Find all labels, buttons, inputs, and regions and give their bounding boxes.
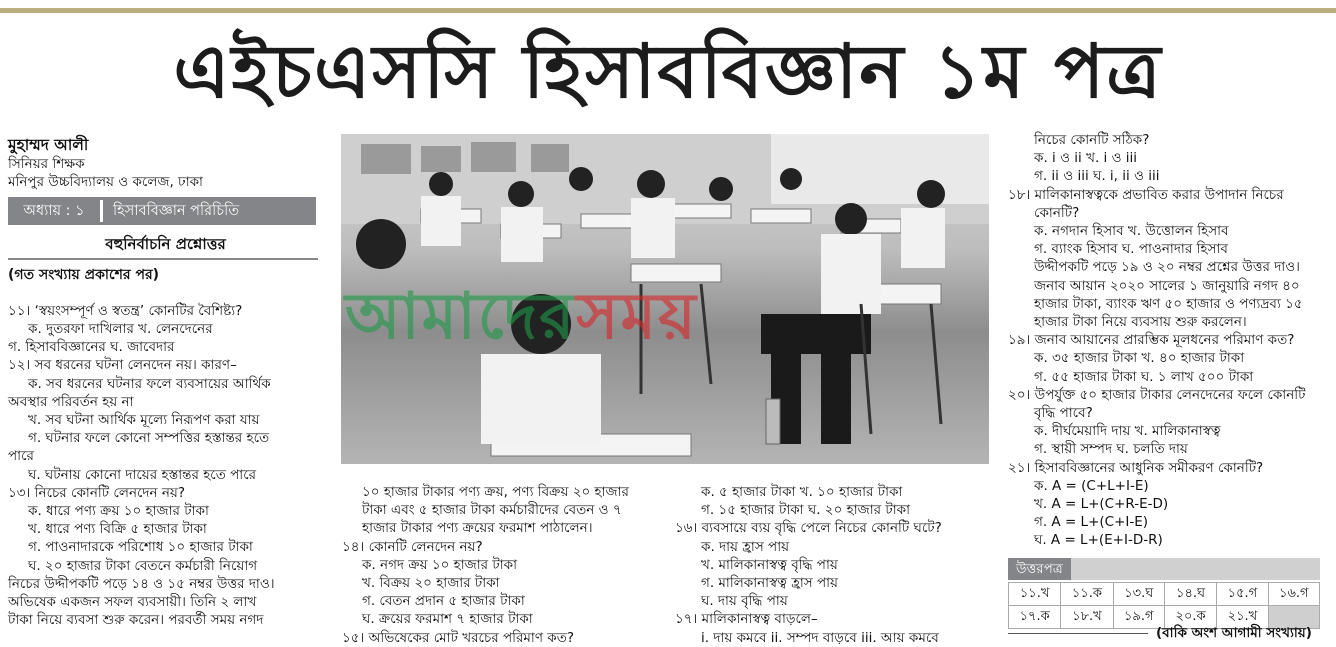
text-line: হাজার টাকা নিয়ে ব্যবসায় শুরু করলেন।: [1034, 314, 1247, 331]
text-line: পারে: [8, 448, 34, 465]
text-line: ক. দায় হ্রাস পায়: [701, 538, 790, 555]
text-line: খ. ধারে পণ্য বিক্রি ৫ হাজার টাকা: [28, 521, 207, 538]
chapter-number: অধ্যায় : ১: [23, 203, 85, 220]
text-line: ক. সব ধরনের ঘটনার ফলে ব্যবসায়ের আর্থিক: [28, 375, 271, 392]
text-line: নিচের উদ্দীপকটি পড়ে ১৪ ও ১৫ নম্বর উত্তর দাও।: [8, 575, 275, 592]
chapter-name: হিসাববিজ্ঞান পরিচিতি: [113, 203, 240, 220]
text-line: গ. A = L+(C+I-E): [1034, 514, 1149, 531]
text-line: ১৩। নিচের কোনটি লেনদেন নয়?: [8, 484, 186, 501]
text-line: ক. ৫ হাজার টাকা খ. ১০ হাজার টাকা: [701, 484, 903, 500]
watermark-part-1: আমাদের: [345, 280, 577, 354]
column-4: [1008, 131, 1323, 629]
text-line: খ. বিক্রয় ২০ হাজার টাকা: [362, 575, 500, 592]
text-line: অভিষেক একজন সফল ব্যবসায়ী। তিনি ২ লাখ: [8, 594, 257, 611]
text-line: ১৪। কোনটি লেনদেন নয়?: [342, 538, 483, 555]
section-title: বহুনির্বাচনি প্রশ্নোত্তর: [105, 235, 226, 254]
text-line: গ. মালিকানাস্বত্ব হ্রাস পায়: [701, 575, 839, 592]
text-line: টাকা নিয়ে ব্যবসা শুরু করেন। পরবর্তী সময় নগদ: [8, 612, 264, 629]
answer-cell: ১৫.গ: [1217, 582, 1268, 605]
continued-text: (বাকি অংশ আগামী সংখ্যায়): [1156, 625, 1312, 641]
text-line: গ. ব্যাংক হিসাব ঘ. পাওনাদার হিসাব: [1034, 241, 1228, 258]
text-line: অবস্থার পরিবর্তন হয় না: [8, 393, 134, 410]
answer-cell: ১৪.ঘ: [1164, 582, 1216, 605]
text-line: ১৯। জনাব আয়ানের প্রারম্ভিক মূলধনের পরিমাণ কত?: [1008, 332, 1295, 349]
page-title: এইচএসসি হিসাববিজ্ঞান ১ম পত্র: [173, 29, 1163, 115]
answer-cell: ১৭.ক: [1009, 605, 1061, 628]
watermark-part-2: সময়: [576, 280, 698, 354]
text-line: ক. নগদ ক্রয় ১০ হাজার টাকা: [362, 556, 518, 573]
text-line: গ. ii ও iii ঘ. i, ii ও iii: [1034, 168, 1160, 185]
text-line: কোনটি?: [1034, 204, 1080, 221]
answer-cell: ১৮.খ: [1061, 605, 1113, 628]
text-line: ১০ হাজার টাকার পণ্য ক্রয়, পণ্য বিক্রয় ২০ হাজার: [362, 484, 629, 500]
previous-note: (গত সংখ্যায় প্রকাশের পর): [8, 266, 160, 283]
answer-key-title: উত্তরপত্র: [1008, 558, 1071, 580]
text-line: গ. ৫৫ হাজার টাকা ঘ. ১ লাখ ৫০০ টাকা: [1034, 368, 1254, 385]
text-line: ঘ. A = L+(E+I-D-R): [1034, 532, 1163, 549]
text-line: ১৭। মালিকানাস্বত্ব বাড়লে–: [675, 611, 818, 628]
text-line: ঘ. ঘটনায় কোনো দায়ের হস্তান্তর হতে পারে: [28, 466, 257, 483]
author-institution: মনিপুর উচ্চবিদ্যালয় ও কলেজ, ঢাকা: [8, 174, 203, 191]
section-rule: [8, 258, 318, 260]
continued-note: [1008, 622, 1312, 645]
text-line: ঘ. ২০ হাজার টাকা বেতনে কর্মচারী নিয়োগ: [28, 557, 258, 574]
chapter-banner: [8, 197, 316, 225]
text-line: গ. বেতন প্রদান ৫ হাজার টাকা: [362, 593, 525, 610]
text-line: খ. সব ঘটনা আর্থিক মূল্যে নিরূপণ করা যায়: [28, 412, 260, 429]
text-line: ২১। হিসাববিজ্ঞানের আধুনিক সমীকরণ কোনটি?: [1008, 459, 1264, 476]
column-3: [675, 483, 995, 647]
text-line: গ. পাওনাদারকে পরিশোধ ১০ হাজার টাকা: [28, 539, 253, 556]
text-line: ২০। উপর্যুক্ত ৫০ হাজার টাকার লেনদেনের ফলে কোনটি: [1008, 386, 1306, 403]
column-2: [342, 483, 662, 647]
text-line: ১২। সব ধরনের ঘটনা লেনদেন নয়। কারণ–: [8, 357, 237, 374]
text-line: ঘ. ক্রয়ের ফরমাশ ৭ হাজার টাকা: [362, 611, 533, 628]
text-line: উদ্দীপকটি পড়ে ১৯ ও ২০ নম্বর প্রশ্নের উত্তর দাও।: [1034, 259, 1300, 276]
text-line: খ. মালিকানাস্বত্ব বৃদ্ধি পায়: [701, 556, 838, 573]
author-role: সিনিয়র শিক্ষক: [8, 156, 85, 172]
text-line: ১৮। মালিকানাস্বত্বকে প্রভাবিত করার উপাদান নিচের: [1008, 186, 1284, 203]
text-line: জনাব আয়ান ২০২০ সালের ১ জানুয়ারি নগদ ৪০: [1034, 277, 1300, 294]
text-line: নিচের কোনটি সঠিক?: [1034, 132, 1150, 148]
text-line: বৃদ্ধি পাবে?: [1034, 405, 1093, 422]
newspaper-watermark: [345, 268, 995, 375]
text-line: ১৫। অভিষেকের মোট খরচের পরিমাণ কত?: [342, 629, 575, 646]
text-line: ১১। ‘স্বয়ংসম্পূর্ণ ও স্বতন্ত্র’ কোনটির বৈশিষ্ট্য?: [8, 302, 243, 319]
text-line: ক. দীর্ঘমেয়াদি দায় খ. মালিকানাস্বত্ব: [1034, 423, 1221, 440]
author-name: মুহাম্মদ আলী: [8, 136, 89, 154]
footer-rule: [1008, 633, 1148, 634]
text-line: ঘ. দায় বৃদ্ধি পায়: [701, 593, 788, 610]
text-line: হাজার টাকা, ব্যাংক ঋণ ৫০ হাজার ও পণ্যদ্রব্য ১৫: [1034, 295, 1303, 312]
answer-cell: ১৯.গ: [1113, 605, 1164, 628]
text-line: ক. দুতরফা দাখিলার খ. লেনদেনের: [28, 321, 213, 338]
text-line: ক. A = (C+L+I-E): [1034, 477, 1149, 494]
column-1: [8, 135, 323, 629]
text-line: ক. ৩৫ হাজার টাকা খ. ৪০ হাজার টাকা: [1034, 350, 1245, 367]
table-row: [1009, 582, 1320, 605]
answer-cell: ১৬.গ: [1268, 582, 1319, 605]
text-line: ক. নগদান হিসাব খ. উত্তোলন হিসাব: [1034, 223, 1229, 240]
text-line: ক. ধারে পণ্য ক্রয় ১০ হাজার টাকা: [28, 503, 209, 520]
answer-cell: ১৩.ঘ: [1113, 582, 1164, 605]
text-line: ক. i ও ii খ. i ও iii: [1034, 150, 1138, 167]
top-rule: [0, 8, 1336, 13]
text-line: টাকা এবং ৫ হাজার টাকা কর্মচারীদের বেতন ও ৭: [362, 502, 622, 519]
answer-cell: ২১.খ: [1217, 605, 1268, 628]
answer-cell: ২০.ক: [1164, 605, 1216, 628]
text-line: হাজার টাকার পণ্য ক্রয়ের ফরমাশ পাঠালেন।: [362, 520, 593, 537]
text-line: খ. A = L+(C+R-E-D): [1034, 496, 1169, 513]
text-line: গ. ১৫ হাজার টাকা ঘ. ২০ হাজার টাকা: [701, 502, 910, 519]
text-line: গ. হিসাববিজ্ঞানের ঘ. জাবেদার: [8, 339, 175, 356]
answer-cell: ১১.ক: [1061, 582, 1113, 605]
text-line: ১৬। ব্যবসায়ে ব্যয় বৃদ্ধি পেলে নিচের কোনটি ঘটে?: [675, 520, 942, 537]
answer-cell: ১১.খ: [1009, 582, 1061, 605]
text-line: i. দায় কমবে ii. সম্পদ বাড়বে iii. আয় কমবে: [701, 629, 939, 646]
text-line: গ. স্থায়ী সম্পদ ঘ. চলতি দায়: [1034, 441, 1188, 458]
text-line: গ. ঘটনার ফলে কোনো সম্পত্তির হস্তান্তর হতে: [28, 430, 270, 447]
answer-key-header: [1008, 558, 1320, 580]
